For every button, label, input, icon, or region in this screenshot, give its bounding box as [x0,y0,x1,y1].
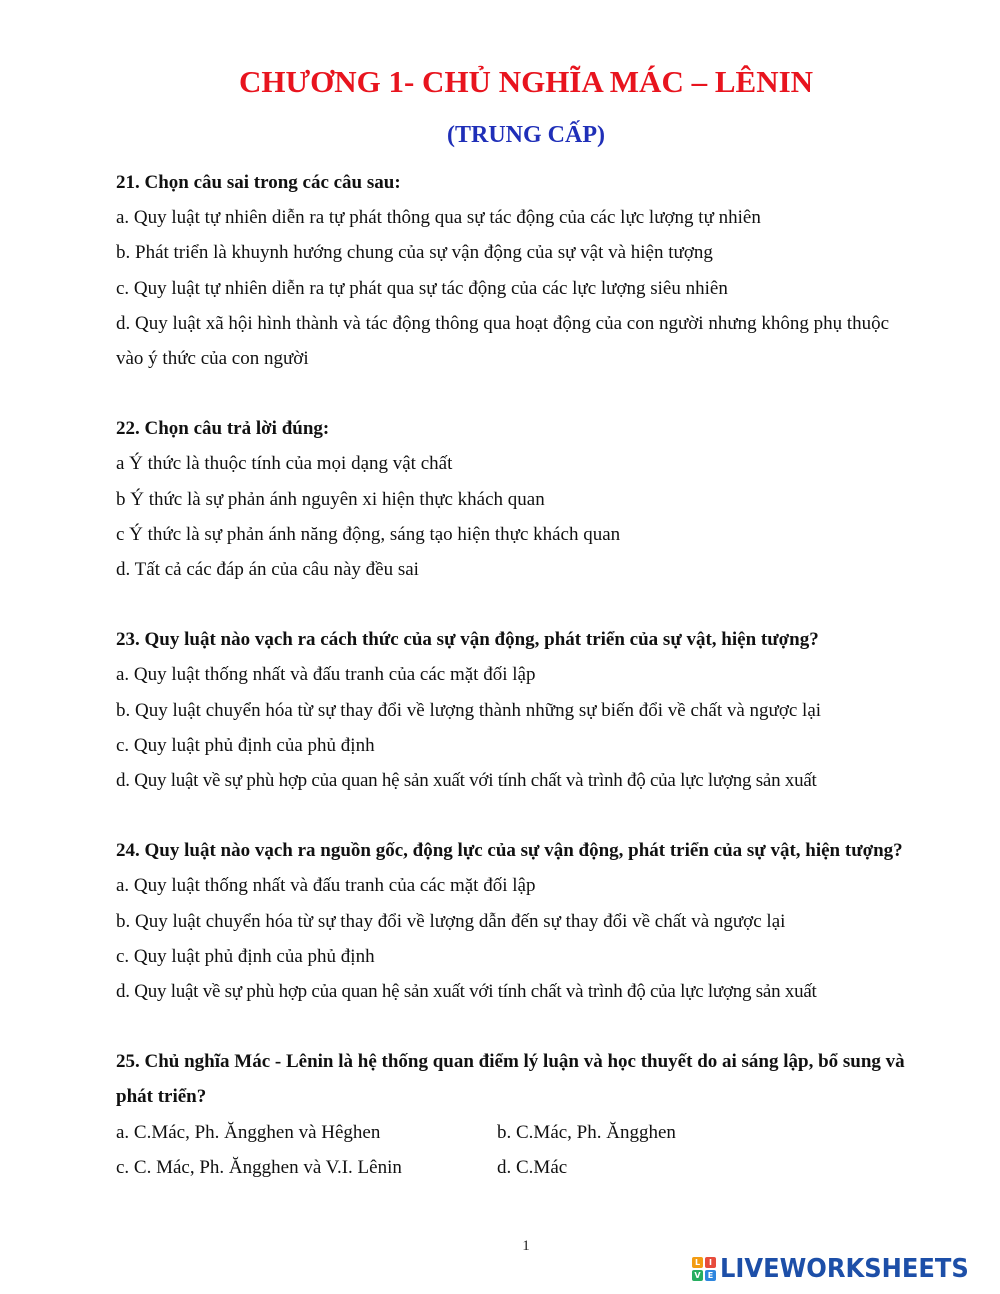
question-22 [116,411,916,587]
question-title: 21. Chọn câu sai trong các câu sau: [116,172,401,193]
question-title: 24. Quy luật nào vạch ra nguồn gốc, động lực của sự vận động, phát triển của sự vật, hiện tượng? [116,840,903,862]
option-c[interactable]: c. Quy luật tự nhiên diễn ra tự phát qua sự tác động của các lực lượng siêu nhiên [116,277,728,299]
question-25 [116,1044,916,1185]
option-b[interactable]: b Ý thức là sự phản ánh nguyên xi hiện thực khách quan [116,488,545,510]
logo-icon-tile-e: E [705,1270,716,1281]
option-b[interactable]: b. Quy luật chuyển hóa từ sự thay đổi về lượng thành những sự biến đổi về chất và ngược lại [116,699,822,721]
option-a[interactable]: a. Quy luật thống nhất và đấu tranh của các mặt đối lập [116,875,536,897]
logo-icon-tile-i: I [705,1257,716,1268]
page-subtitle: (TRUNG CẤP) [447,122,605,148]
option-b[interactable]: b. Quy luật chuyển hóa từ sự thay đổi về lượng dẫn đến sự thay đổi về chất và ngược lại [116,910,786,932]
option-b[interactable]: b. Phát triển là khuynh hướng chung của sự vận động của sự vật và hiện tượng [116,242,713,264]
option-a[interactable]: a Ý thức là thuộc tính của mọi dạng vật chất [116,453,453,475]
option-b[interactable]: b. C.Mác, Ph. Ăngghen [497,1121,676,1143]
option-c[interactable]: c Ý thức là sự phản ánh năng động, sáng tạo hiện thực khách quan [116,523,621,545]
option-d[interactable]: d. Tất cả các đáp án của câu này đều sai [116,559,419,581]
question-21 [116,165,916,376]
question-23 [116,622,916,798]
liveworksheets-logo-text: LIVEWORKSHEETS [720,1254,969,1284]
page-title: CHƯƠNG 1- CHỦ NGHĨA MÁC – LÊNIN [238,64,814,99]
logo-icon-tile-v: V [692,1270,703,1281]
question-list [116,165,916,1185]
option-c[interactable]: c. Quy luật phủ định của phủ định [116,734,375,756]
option-d[interactable]: d. Quy luật về sự phù hợp của quan hệ sản xuất với tính chất và trình độ của lực lượng sản xuất [116,770,817,792]
question-title: 22. Chọn câu trả lời đúng: [116,418,330,440]
question-title: 23. Quy luật nào vạch ra cách thức của sự vận động, phát triển của sự vật, hiện tượng? [116,629,819,651]
logo-icon-tile-l: L [692,1257,703,1268]
option-c[interactable]: c. C. Mác, Ph. Ăngghen và V.I. Lênin [116,1156,402,1178]
option-a[interactable]: a. C.Mác, Ph. Ăngghen và Hêghen [116,1121,381,1143]
option-d[interactable]: d. Quy luật về sự phù hợp của quan hệ sản xuất với tính chất và trình độ của lực lượng sản xuất [116,981,817,1003]
option-a[interactable]: a. Quy luật tự nhiên diễn ra tự phát thông qua sự tác động của các lực lượng tự nhiên [116,207,761,229]
option-d[interactable]: d. Quy luật xã hội hình thành và tác động thông qua hoạt động của con người nhưng không phụ thuộc vào ý thức của con người [116,312,890,370]
question-24 [116,833,916,1009]
option-grid [116,1115,916,1185]
option-c[interactable]: c. Quy luật phủ định của phủ định [116,945,375,967]
page-number: 1 [522,1238,530,1254]
liveworksheets-logo-icon [692,1257,716,1281]
option-d[interactable]: d. C.Mác [497,1156,568,1178]
liveworksheets-logo[interactable] [692,1251,988,1287]
option-a[interactable]: a. Quy luật thống nhất và đấu tranh của các mặt đối lập [116,664,536,686]
question-title: 25. Chủ nghĩa Mác - Lênin là hệ thống quan điểm lý luận và học thuyết do ai sáng lập, bổ sung và phát triển? [116,1051,905,1108]
